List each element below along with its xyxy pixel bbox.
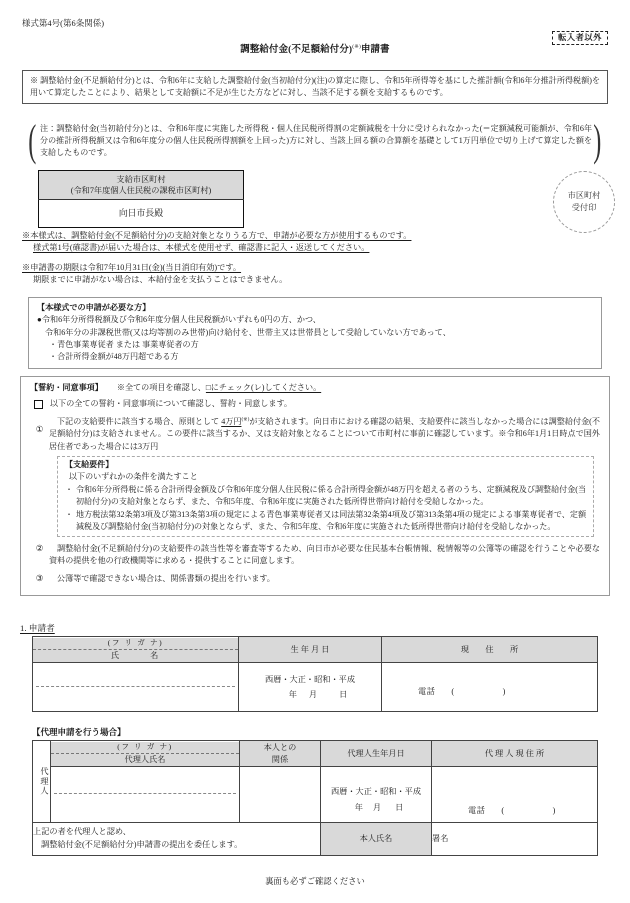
table-row (39, 200, 244, 228)
applicant-name-input-cell[interactable] (33, 663, 239, 712)
pledge-item-1-amount-superscript: (※) (241, 416, 250, 423)
pledge-checkbox-label: 以下の全ての誓約・同意事項について確認し、誓約・同意します。 (50, 399, 293, 409)
table-row (39, 171, 244, 200)
applicant-dob-input-cell[interactable] (239, 663, 382, 712)
footer-note: 裏面も必ずご確認ください (265, 877, 365, 886)
requirements-title: 【支給要件】 (65, 459, 114, 469)
usage-note-b-line1: ※申請書の期限は令和7年10月31日(金)(当日消印有効)です。 (22, 263, 242, 272)
applicant-address-header: 現 住 所 (382, 637, 598, 663)
usage-note-a-line2: 様式第1号(確認書)が届いた場合は、本様式を使用せず、確認書に記入・返送してください。 (33, 243, 370, 253)
signature-input-cell[interactable] (432, 823, 598, 856)
proxy-name-header-cell (51, 741, 240, 767)
pledge-item-2 (30, 543, 600, 567)
proxy-relation-input-cell[interactable] (240, 767, 321, 823)
table-header-row (33, 637, 598, 663)
proxy-relation-header-line1: 本人との (263, 743, 297, 753)
proxy-vertical-label-cell (33, 741, 51, 823)
who-needs-title: 【本様式での申請が必要な方】 (37, 303, 151, 312)
applicant-tel-parens: ( ) (451, 686, 512, 696)
proxy-tel-line (432, 771, 597, 817)
proxy-dob-header: 代理人生年月日 (321, 741, 432, 767)
proxy-dob-day-label: 日 (395, 802, 404, 812)
applicant-dob-units (239, 687, 381, 702)
table-row (33, 663, 598, 712)
who-needs-line3: ・青色事業専従者 または 事業専従者の方 (49, 339, 199, 349)
requirement-bullet-2-text: 地方税法第32条第3項及び第313条第3項の規定による青色事業専従者又は同法第32条第4項及び第313条第4項の規定による事業専従者で、定額減税及び調整給付金(当初給付分)の対象とならず、また、令和5年度、令和6年度に実施された低所得世帯向け給付を受給しなかった。 (76, 509, 586, 532)
page-title-main: 調整給付金(不足額給付分) (240, 45, 353, 56)
applicant-name-header: 氏 名 (33, 650, 238, 662)
delegation-line1: 上記の者を代理人と認め、 (33, 827, 131, 837)
pledge-title-sub-pre: ※全ての項目を確認し、 (116, 383, 206, 392)
proxy-table (32, 740, 598, 856)
applicant-name-header-cell (33, 637, 239, 663)
proxy-dob-units (321, 800, 431, 816)
applicant-dob-day-label: 日 (339, 690, 348, 699)
municipality-header-cell (39, 171, 244, 200)
proxy-vertical-label: 代理人 (33, 763, 50, 800)
proxy-section-heading: 【代理申請を行う場合】 (32, 727, 126, 737)
page-title-superscript: (※) (352, 44, 361, 50)
proxy-dob-eras: 西暦・大正・昭和・平成 (330, 786, 422, 796)
who-needs-form-box (28, 297, 602, 369)
pledge-item-1-number: ① (35, 425, 44, 435)
pledge-item-2-number: ② (35, 544, 44, 554)
payment-municipality-table (38, 170, 244, 228)
requirements-lead: 以下のいずれかの条件を満たすこと (69, 471, 198, 481)
proxy-name-input-cell[interactable] (51, 767, 240, 823)
proxy-address-header: 代 理 人 現 住 所 (432, 741, 598, 767)
municipality-header-line2: (令和7年度個人住民税の課税市区町村) (70, 186, 212, 196)
who-needs-line2: 令和6年分の非課税世帯(又は均等割のみ世帯)向け給付を、世帯主又は世帯員として受給していない方であって、 (45, 327, 451, 337)
table-row (33, 823, 598, 856)
requirement-bullet-1-text: 令和6年分所得税に係る合計所得金額及び令和6年度分個人住民税に係る合計所得金額が48万円を超える者のうち、定額減税及び調整給付金(当初給付分)の支給対象とならず、また、令和5年度、令和6年度に実施された低所得世帯向け給付を受給しなかった。 (76, 484, 586, 506)
bullet-dot-icon: ・ (65, 484, 74, 494)
requirement-bullet (65, 509, 586, 533)
pledge-item-1-body (49, 416, 600, 540)
table-header-row (33, 741, 598, 767)
applicant-dob-month-label: 月 (308, 690, 318, 699)
who-needs-line4: ・合計所得金額が48万円超である方 (49, 352, 179, 362)
usage-note-a-line1: ※本様式は、調整給付金(不足額給付分)の支給対象となりうる方で、申請が必要な方が使用するものです。 (22, 231, 412, 240)
proxy-dob-input-cell[interactable] (321, 767, 432, 823)
proxy-relation-header (240, 741, 321, 767)
delegation-statement-cell (33, 823, 321, 856)
pledge-item-1-text-pre: 下記の支給要件に該当する場合、原則として (57, 417, 222, 427)
proxy-relation-header-line2: 関係 (271, 754, 289, 764)
proxy-vertical-label-wrap (33, 763, 50, 800)
usage-note-a (22, 230, 608, 255)
proxy-name-header: 代理人氏名 (51, 754, 239, 766)
transfer-status-badge: 転入者以外 (552, 31, 608, 45)
table-row (33, 767, 598, 823)
proxy-tel-label: 電話 (468, 806, 486, 816)
signature-label: 署名 (432, 834, 449, 844)
proxy-tel-parens: ( ) (501, 806, 562, 816)
pledge-item-3 (30, 573, 600, 586)
page-title-tail: 申請書 (360, 45, 390, 56)
seal-line1: 市区町村 (567, 191, 601, 201)
requirement-bullet (65, 484, 586, 508)
applicant-tel-line (382, 676, 597, 698)
applicant-address-input-cell[interactable] (382, 663, 598, 712)
municipality-receipt-seal (553, 171, 615, 233)
applicant-dob-year-label: 年 (288, 690, 297, 699)
pledge-consent-box (20, 376, 610, 596)
pledge-item-1-amount: 4万円 (221, 417, 242, 427)
who-needs-line1: ●令和6年分所得税額及び令和6年度分個人住民税額がいずれも0円の方、かつ、 (37, 315, 321, 325)
usage-note-b (22, 262, 608, 287)
self-name-label-cell: 本人氏名 (321, 823, 432, 856)
pledge-item-1-text-post: が支給されます。向日市における確認の結果、支給要件に該当しなかった場合には調整給付金(不足額給付分)は支給されません。この要件に該当するか、又は支給対象となることについて市町村に事前に確認しています。※令和6年1月1日時点で国外居住者であった場合には3万円 (49, 417, 600, 451)
pledge-item-3-number: ③ (35, 574, 44, 584)
asterisk-note-box: ※ 調整給付金(不足額給付分)とは、令和6年に支給した調整給付金(当初給付分)(注)の算定に際し、令和5年所得等を基にした推計額(令和6年分推計所得税額)を用いて算定したことにより、結果として支給額に不足が生じた方などに対し、当該不足する額を支給するものです。 (22, 70, 608, 104)
payment-requirements-box (57, 456, 594, 537)
proxy-furigana-header: (フ リ ガ ナ) (51, 742, 239, 754)
applicant-furigana-header: (フ リ ガ ナ) (33, 638, 238, 650)
seal-line2: 受付印 (571, 203, 597, 212)
form-code: 様式第4号(第6条関係) (22, 19, 105, 28)
checkbox-icon[interactable] (34, 400, 43, 409)
applicant-dob-header: 生 年 月 日 (239, 637, 382, 663)
brace-note-box: ( 注：調整給付金(当初給付分)とは、令和6年度に実施した所得税・個人住民税所得割の定額減税を十分に受けられなかった(＝定額減税可能額が、令和6年分の推計所得税額又は令和6年度分の個人住民税所得割額を上回った)方に対し、当該上回る額の合算額を基礎として1万円単位で切り上げて算定した額を支給したものです。 ) (22, 121, 608, 161)
pledge-item-2-body: 調整給付金(不足額給付分)の支給要件の該当性等を審査等するため、向日市が必要な住民基本台帳情報、税情報等の公簿等の確認を行うことや必要な資料の提供を他の行政機関等に求める・提供することに同意します。 (49, 544, 600, 566)
pledge-title-sub-underlined: □にチェック(レ)してください。 (205, 383, 322, 392)
pledge-title-row (30, 382, 600, 394)
municipality-header-line1: 支給市区町村 (116, 175, 166, 184)
applicant-section-heading: 1. 申請者 (20, 623, 55, 633)
applicant-dob-eras: 西暦・大正・昭和・平成 (264, 674, 356, 684)
pledge-title: 【誓約・同意事項】 (30, 383, 103, 392)
usage-note-b-line2: 期限までに申請がない場合は、本給付金を支払うことはできません。 (33, 275, 288, 285)
proxy-dob-month-label: 月 (372, 802, 382, 812)
page-title (0, 44, 630, 57)
pledge-agree-row[interactable] (34, 398, 600, 410)
bullet-dot-icon: ・ (65, 509, 74, 519)
pledge-item-1 (30, 416, 600, 540)
delegation-line2: 調整給付金(不足額給付分)申請書の提出を委任します。 (41, 840, 243, 849)
applicant-table (32, 636, 598, 712)
applicant-tel-label: 電話 (418, 686, 436, 696)
municipality-value-cell: 向日市長殿 (39, 200, 244, 228)
pledge-item-3-body: 公簿等で確認できない場合は、関係書類の提出を行います。 (57, 574, 275, 584)
proxy-dob-year-label: 年 (354, 802, 363, 812)
proxy-address-input-cell[interactable] (432, 767, 598, 823)
